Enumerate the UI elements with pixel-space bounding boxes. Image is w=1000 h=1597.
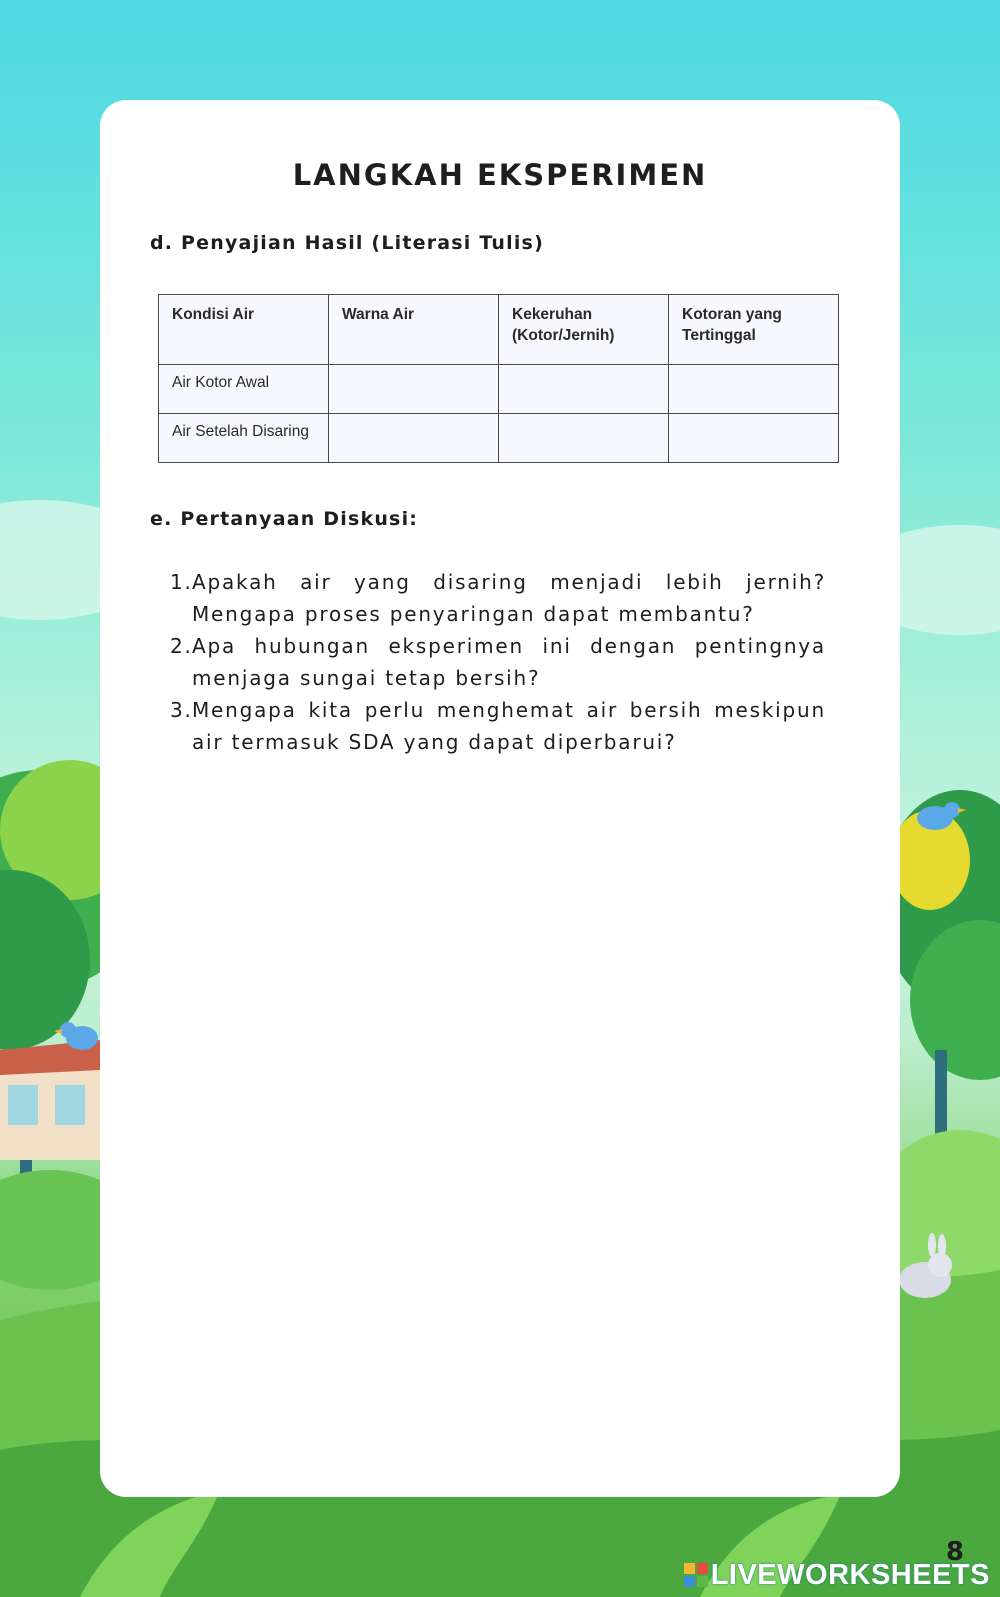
question-number: 2.: [170, 634, 193, 658]
discussion-question-list: [170, 566, 826, 758]
question-text: Mengapa kita perlu menghemat air bersih meskipun air termasuk SDA yang dapat diperbarui?: [192, 698, 826, 754]
question-text: Apa hubungan eksperimen ini dengan pentingnya menjaga sungai tetap bersih?: [192, 634, 826, 690]
table-cell-input[interactable]: [329, 414, 499, 463]
table-header-cell: Kekeruhan (Kotor/Jernih): [499, 295, 669, 365]
table-cell-input[interactable]: [499, 365, 669, 414]
table-cell-input[interactable]: [669, 365, 839, 414]
table-cell-input[interactable]: [669, 414, 839, 463]
results-table: [158, 294, 839, 463]
list-item: [170, 566, 826, 630]
question-text: Apakah air yang disaring menjadi lebih jernih? Mengapa proses penyaringan dapat membantu?: [192, 570, 826, 626]
list-item: [170, 694, 826, 758]
list-item: [170, 630, 826, 694]
table-header-row: [159, 295, 839, 365]
table-cell-input[interactable]: [329, 365, 499, 414]
worksheet-card: [100, 100, 900, 1497]
page-number: 8: [945, 1537, 964, 1567]
table-row: [159, 414, 839, 463]
liveworksheets-logo-icon: [684, 1563, 708, 1587]
table-header-cell: Kondisi Air: [159, 295, 329, 365]
table-header-cell: Warna Air: [329, 295, 499, 365]
table-cell: Air Kotor Awal: [159, 365, 329, 414]
liveworksheets-brand[interactable]: [684, 1558, 990, 1592]
table-cell-input[interactable]: [499, 414, 669, 463]
question-number: 1.: [170, 570, 193, 594]
section-e-heading: e. Pertanyaan Diskusi:: [150, 508, 419, 530]
question-number: 3.: [170, 698, 193, 722]
brand-name: LIVEWORKSHEETS: [710, 1558, 990, 1591]
table-row: [159, 365, 839, 414]
section-d-heading: d. Penyajian Hasil (Literasi Tulis): [150, 232, 544, 254]
table-cell: Air Setelah Disaring: [159, 414, 329, 463]
table-header-cell: Kotoran yang Tertinggal: [669, 295, 839, 365]
page-title: LANGKAH EKSPERIMEN: [292, 158, 708, 192]
